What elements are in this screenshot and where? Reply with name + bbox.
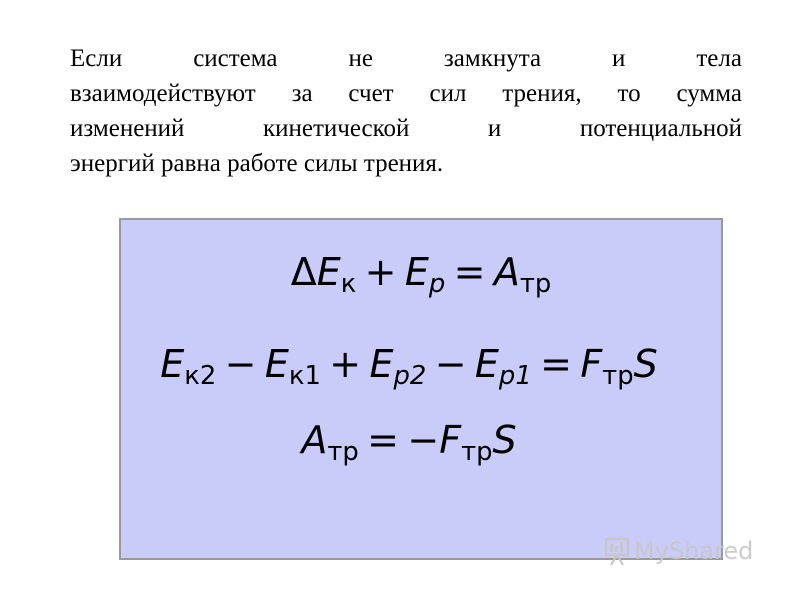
kinetic-2-subscript: к2	[184, 361, 217, 392]
energy-symbol: E	[404, 250, 429, 294]
paragraph-line-3	[70, 111, 742, 146]
friction-subscript: тр	[519, 269, 552, 300]
potential-2-subscript: p2	[393, 361, 427, 392]
word: взаимодействуют	[70, 80, 256, 107]
equals-sign: =	[367, 418, 399, 462]
equals-sign: =	[540, 342, 572, 386]
formula-friction-work	[109, 418, 709, 467]
minus-sign: −	[224, 342, 257, 386]
paragraph-line-4	[70, 146, 742, 181]
displacement-symbol: S	[492, 418, 517, 462]
friction-subscript: тр	[327, 437, 359, 468]
word: энергий равна работе силы трения.	[70, 150, 444, 177]
paragraph-line-1	[70, 41, 742, 76]
word: счет	[348, 80, 394, 107]
plus-sign: +	[364, 250, 397, 294]
work-symbol: A	[301, 418, 328, 462]
friction-subscript: тр	[602, 361, 634, 392]
word: не	[348, 45, 373, 72]
equals-sign: =	[453, 250, 486, 294]
negative-sign: −	[407, 418, 440, 462]
potential-1-subscript: p1	[498, 361, 532, 392]
word: замкнута	[443, 45, 542, 72]
word: тела	[696, 45, 742, 72]
energy-symbol: E	[316, 250, 341, 294]
word: сумма	[676, 80, 742, 107]
energy-symbol: E	[160, 342, 185, 386]
word: изменений	[70, 115, 185, 142]
friction-subscript: тр	[461, 437, 493, 468]
word: за	[291, 80, 313, 107]
watermark-text: MyShared	[634, 537, 754, 565]
word: и	[487, 115, 502, 142]
word: система	[193, 45, 278, 72]
minus-sign: −	[434, 342, 467, 386]
formula-energy-work	[121, 250, 721, 299]
word: сил	[429, 80, 467, 107]
energy-symbol: E	[369, 342, 394, 386]
delta-symbol: Δ	[290, 250, 317, 294]
potential-subscript: p	[428, 269, 446, 300]
presentation-board-icon	[604, 536, 630, 566]
kinetic-subscript: к	[340, 269, 357, 300]
force-symbol: F	[439, 418, 462, 462]
force-symbol: F	[580, 342, 603, 386]
word: кинетической	[262, 115, 410, 142]
formula-box	[119, 218, 723, 560]
plus-sign: +	[329, 342, 362, 386]
energy-symbol: E	[474, 342, 499, 386]
displacement-symbol: S	[633, 342, 658, 386]
energy-symbol: E	[264, 342, 289, 386]
watermark	[604, 536, 753, 566]
word: Если	[70, 45, 123, 72]
word: то	[617, 80, 641, 107]
word: трения,	[502, 80, 582, 107]
description-paragraph	[70, 41, 742, 181]
formula-energy-change	[109, 342, 709, 391]
work-symbol: A	[493, 250, 520, 294]
word: потенциальной	[579, 115, 742, 142]
word: и	[612, 45, 626, 72]
kinetic-1-subscript: к1	[288, 361, 321, 392]
paragraph-line-2	[70, 76, 742, 111]
